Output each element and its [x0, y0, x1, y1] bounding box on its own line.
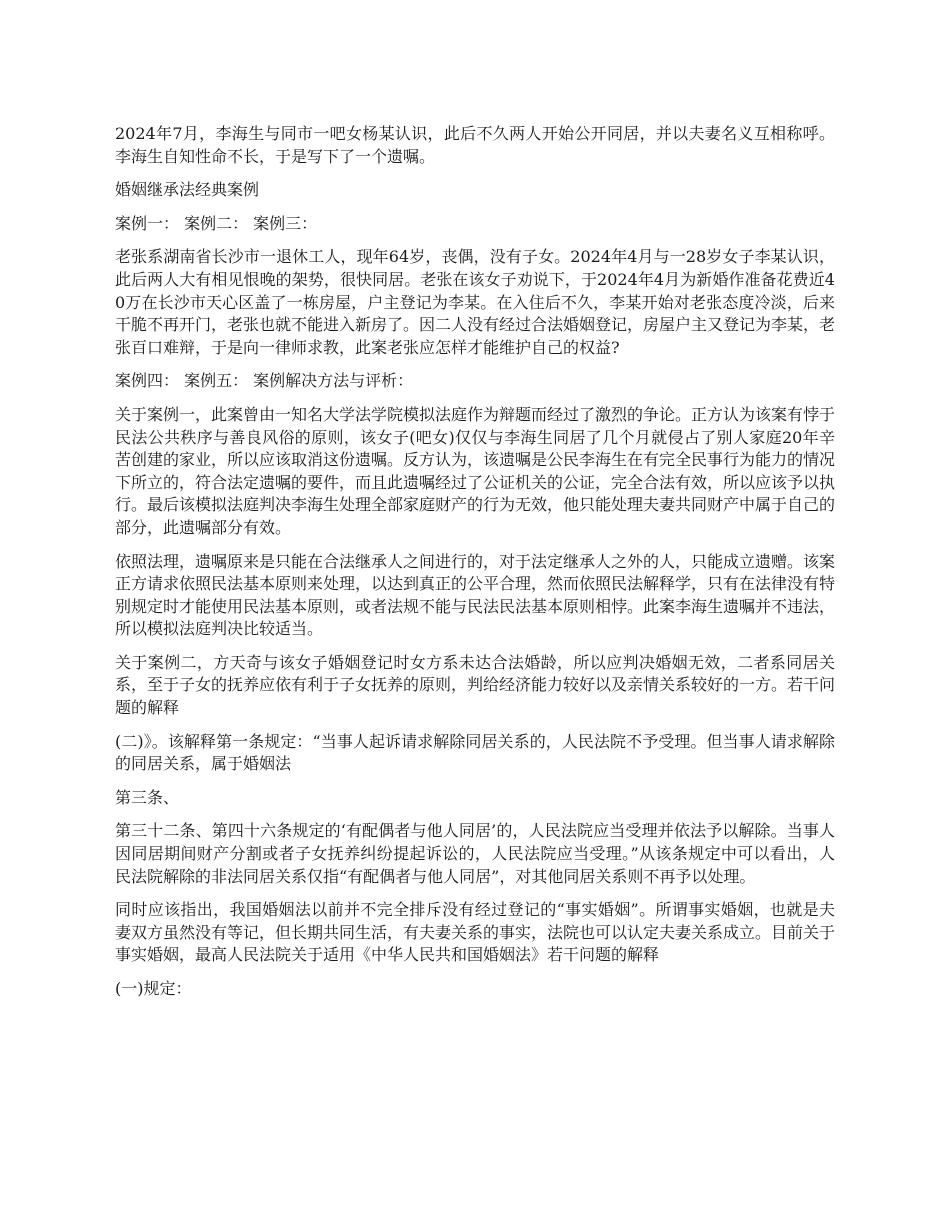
paragraph-interpretation-2: (二)》。该解释第一条规定：“当事人起诉请求解除同居关系的，人民法院不予受理。但当事人请求解除的同居关系，属于婚姻法	[115, 731, 835, 774]
case-list-4-5: 案例四： 案例五： 案例解决方法与评析：	[115, 371, 414, 391]
paragraph-analysis-case-2: 关于案例二，方天奇与该女子婚姻登记时女方系未达合法婚龄，所以应判决婚姻无效，二者系同居关系，至于子女的抚养应依有利于子女抚养的原则，判给经济能力较好以及亲情关系较好的一方。若干问题的解释	[115, 652, 836, 718]
paragraph-case-lao-zhang: 老张系湖南省长沙市一退休工人，现年64岁，丧偶，没有子女。2024年4月与一28岁女子李某认识，此后两人大有相见恨晚的架势，很快同居。老张在该女子劝说下，于2024年4月为新婚作准备花费近40万在长沙市天心区盖了一栋房屋，户主登记为李某。在入住后不久，李某开始对老张态度冷淡，后来干脆不再开门，老张也就不能进入新房了。因二人没有经过合法婚姻登记，房屋户主又登记为李某，老张百口难辩，于是向一律师求教，此案老张应怎样才能维护自己的权益?	[115, 247, 836, 357]
document-body	[115, 123, 835, 1012]
case-list-1-3: 案例一： 案例二： 案例三：	[115, 213, 318, 233]
section-heading: 婚姻继承法经典案例	[115, 180, 260, 200]
paragraph-legal-principle: 依照法理，遗嘱原来是只能在合法继承人之间进行的，对于法定继承人之外的人，只能成立遗赠。该案正方请求依照民法基本原则来处理，以达到真正的公平合理，然而依照民法解释学，只有在法律没有特别规定时才能使用民法基本原则，或者法规不能与民法民法基本原则相悖。此案李海生遗嘱并不违法，所以模拟法庭判决比较适当。	[115, 551, 836, 639]
paragraph-intro: 2024年7月，李海生与同市一吧女杨某认识，此后不久两人开始公开同居，并以夫妻名义互相称呼。李海生自知性命不长，于是写下了一个遗嘱。	[115, 124, 835, 166]
paragraph-de-facto-marriage: 同时应该指出，我国婚姻法以前并不完全排斥没有经过登记的“事实婚姻”。所谓事实婚姻，也就是夫妻双方虽然没有等记，但长期共同生活，有夫妻关系的事实，法院也可以认定夫妻关系成立。目前关于事实婚姻，最高人民法院关于适用《中华人民共和国婚姻法》若干问题的解释	[115, 900, 836, 965]
paragraph-article-3: 第三条、	[115, 787, 180, 807]
paragraph-analysis-case-1: 关于案例一，此案曾由一知名大学法学院模拟法庭作为辩题而经过了激烈的争论。正方认为该案有悖于民法公共秩序与善良风俗的原则，该女子(吧女)仅仅与李海生同居了几个月就侵占了别人家庭20年辛苦创建的家业，所以应该取消这份遗嘱。反方认为，该遗嘱是公民李海生在有完全民事行为能力的情况下所立的，符合法定遗嘱的要件，而且此遗嘱经过了公证机关的公证，完全合法有效，所以应该予以执行。最后该模拟法庭判决李海生处理全部家庭财产的行为无效，他只能处理夫妻共同财产中属于自己的部分，此遗嘱部分有效。	[115, 404, 836, 537]
paragraph-interpretation-1: (一)规定：	[115, 979, 192, 998]
paragraph-articles-32-46: 第三十二条、第四十六条规定的‘有配偶者与他人同居’的，人民法院应当受理并依法予以解除。当事人因同居期间财产分割或者子女抚养纠纷提起诉讼的，人民法院应当受理。”从该条规定中可以看出，人民法院解除的非法同居关系仅指“有配偶者与他人同居”，对其他同居关系则不再予以处理。	[115, 821, 835, 886]
